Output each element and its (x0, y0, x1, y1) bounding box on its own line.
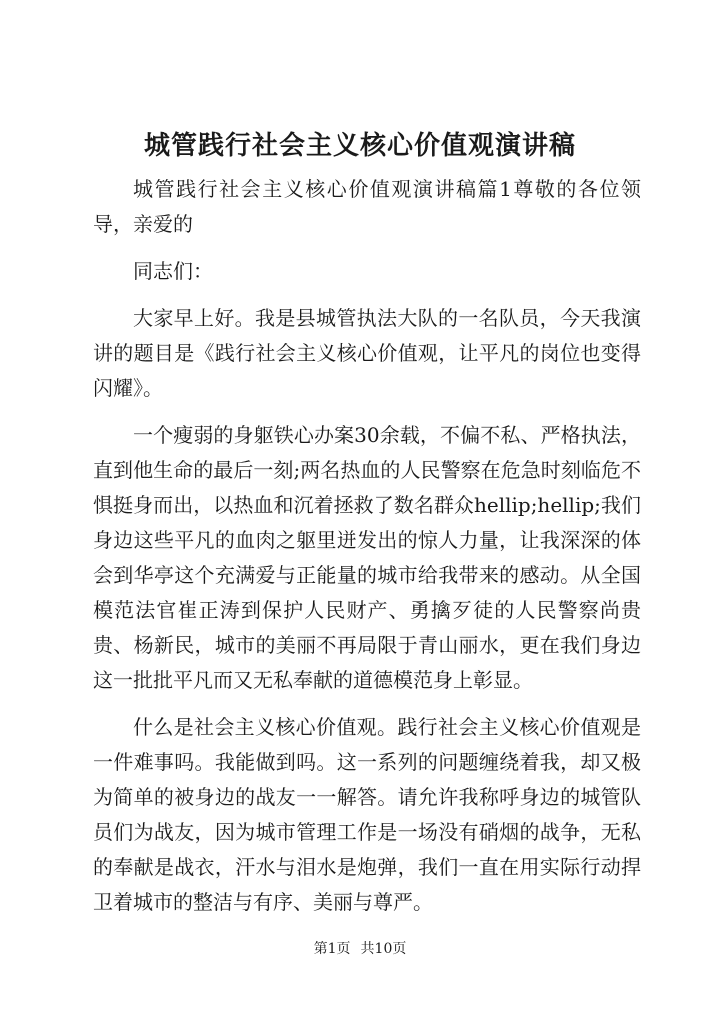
paragraph-1: 城管践行社会主义核心价值观演讲稿篇1尊敬的各位领导，亲爱的 (93, 177, 641, 236)
paragraph-2: 同志们： (133, 259, 213, 283)
page-number: 第1页 (313, 941, 351, 957)
page-footer (0, 939, 720, 959)
paragraph-5: 什么是社会主义核心价值观。践行社会主义核心价值观是一件难事吗。我能做到吗。这一系列的问题缠绕着我，却又极为简单的被身边的战友一一解答。请允许我称呼身边的城管队员们为战友，因为城市管理工作是一场没有硝烟的战争，无私的奉献是战衣，汗水与泪水是炮弹，我们一直在用实际行动捍卫着城市的整洁与有序、美丽与尊严。 (93, 715, 641, 914)
page-total: 共10页 (360, 941, 407, 957)
paragraph-4: 一个瘦弱的身躯铁心办案30余载，不偏不私、严格执法，直到他生命的最后一刻;两名热血的人民警察在危急时刻临危不惧挺身而出，以热血和沉着拯救了数名群众hellip;hellip;我们身边这些平凡的血肉之躯里迸发出的惊人力量，让我深深的体会到华亭这个充满爱与正能量的城市给我带来的感动。从全国模范法官崔正涛到保护人民财产、勇擒歹徒的人民警察尚贵贵、杨新民，城市的美丽不再局限于青山丽水，更在我们身边这一批批平凡而又无私奉献的道德模范身上彰显。 (93, 423, 641, 692)
document-body (93, 172, 641, 932)
document-title: 城管践行社会主义核心价值观演讲稿 (143, 131, 576, 161)
paragraph-3: 大家早上好。我是县城管执法大队的一名队员，今天我演讲的题目是《践行社会主义核心价值观，让平凡的岗位也变得闪耀》。 (93, 306, 641, 400)
